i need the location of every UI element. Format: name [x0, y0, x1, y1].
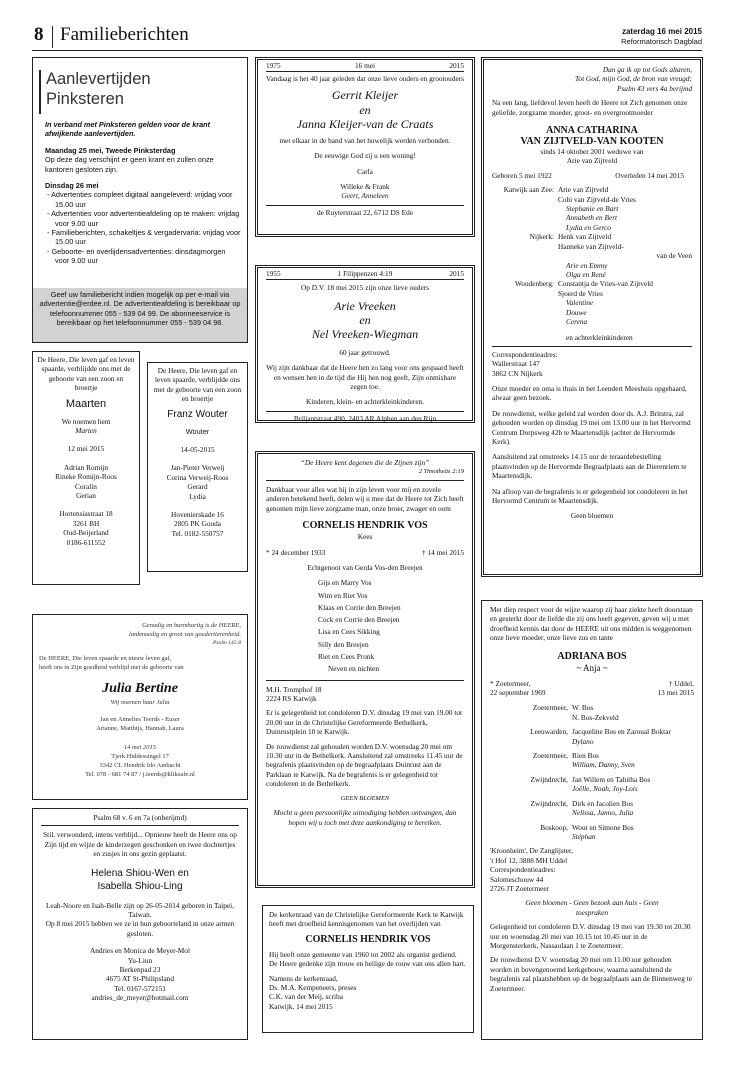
header-date: zaterdag 16 mei 2015: [621, 27, 702, 36]
ad-shiou: Psalm 68 v. 6 en 7a (onberijmd) Stil, verwonderd, intens verblijd... Opnieuw heeft de Heere ons op Zijn tijd en wijze de kinderzegen geschonken en twee dochtertjes en zusjes in ons gezin geplaatst. Helena Shiou-Wen en Isabella Shiou-Ling Leah-Noore en Isah-Belle zijn op 26-05-2014 geboren in Taipei, Taiwan. Op 8 mei 2015 hebben we ze in hun geboorteland in onze armen gesloten. Andries en Monica de Meyer-Mol Yu-Liun Berkenpad 23 4675 AT St-Philipsland Tel. 0167-572151 andries_de_meyer@hotmail.com: [32, 808, 248, 1040]
page-header: [32, 22, 702, 51]
ad-anna-van-zijtveld: Dan ga ik op tot Gods altaren, Tot God, mijn God, de bron van vreugd; Psalm 43 vers 4a berijmd Na een lang, liefdevol leven heeft de Heere tot Zich genomen onze geliefde, zorgzame moeder, groot- en overgrootmoeder ANNA CATHARINA VAN ZIJTVELD-VAN KOOTEN sinds 14 oktober 2001 weduwe van Arie van Zijtveld Geboren 5 mei 1922 Overleden 14 mei 2015 Katwijk aan Zee: Arie van Zijtveld Cobi van Zijtveld-de Vries Stephanie en Bart Annabeth en Bert Lydia en Gerco Nijkerk: Henk van Zijtveld Hanneke van Zijtveld- van de Veen Arie en Emmy Olga en René Woudenberg: Constantja de Vries-van Zijtveld Sjoerd de Vries Valentine Douwe Cerena en achterkleinkinderen Correspondentieadres: Wallerstraat 147 3862 CN Nijkerk Onze moeder en oma is thuis in het Leendert Meeshuis opgebaard, alwaar geen bezoek. De rouwdienst, welke geleid zal worden door ds. A.J. Britstra, zal gehouden worden op dinsdag 19 mei om 13.00 uur in het Hervormd Centrum Dorpsweg 42b te Maartensdijk (achter de Hervormde Kerk). Aansluitend zal omstreeks 14.15 uur de teraardebestelling plaatsvinden op de Hervormde Begraafplaats aan de Dierenriem te Maartensdijk. Na afloop van de begrafenis is er gelegenheid tot condoleren in het Hervormd Centrum te Maartensdijk. Geen bloemen: [481, 57, 703, 577]
header-paper: Reformatorisch Dagblad: [621, 37, 702, 46]
notice-title: Aanlevertijden Pinksteren: [46, 70, 151, 108]
ad-adriana-bos: Met diep respect voor de wijze waarop zij haar ziekte heeft doorstaan en gesterkt door de liefde die zij ons heeft gegeven, geven wij u met droefheid kennis dat door de HEERE uit ons midden is weggenomen onze lieve moeder, onze lieve zus en tante ADRIANA BOS ~ Anja ~ * Zoetermeer, 22 september 1969 † Uddel, 13 mei 2015 Zoetermeer, W. Bos N. Bos-Zekveld Leeuwarden, Jacqueline Bos en Zaroual Boktar Dylano Zoetermeer, Rien Bos William, Danny, Sven Zwijndrecht, Jan Willem en Tabitha Bos Joëlle, Noah, Joy-Lois Zwijndrecht, Dirk en Jacolien Bos Nelissa, Janno, Julia Boskoop, Wout en Simone Bos Stéphan 'Kroonheim', De Zanglijster, 't Hof 12, 3888 MH Uddel Correspondentieadres: Salomeschouw 44 2726 JT Zoetermeer Geen bloemen - Geen bezoek aan huis - Geen toespraken Gelegenheid tot condoleren D.V. dinsdag 19 mei van 19.30 tot 20.30 uur en woensdag 20 mei van 10.15 tot 10.45 uur in de Morgensterkerk, Nassaulaan 1 te Zoetermeer. De rouwdienst D.V. woensdag 20 mei om 11.00 uur gehouden worden in bovengenoemd kerkgebouw, waarna aansluitend de begrafenis zal plaatshebben op de begraafplaats aan de Binnenweg te Zoetermeer.: [481, 600, 703, 1040]
ad-kerkenraad: De kerkenraad van de Christelijke Gereformeerde Kerk te Katwijk heeft met droefheid kennisgenomen van het overlijden van CORNELIS HENDRIK VOS Hij heeft onze gemeente van 1960 tot 2002 als organist gediend. De Heere gedenke zijn trouw en heilige de rouw van ons allen hart. Namens de kerkenraad, Ds. M.A. Kempeneers, preses C.K. van der Meij, scriba Katwijk, 14 mei 2015: [262, 905, 474, 1033]
notice-footer: Geef uw familiebericht indien mogelijk op per e-mail via advertentie@erdee.nl. De advertentieafdeling is bereikbaar op telefoonnummer 055 - 539 04 99. De abonneeservice is bereikbaar op het telefoonnummer 055 - 539 04 98.: [33, 288, 247, 342]
ad-vos: “De Heere kent degenen die de Zijnen zijn” 2 Timotheüs 2:19 Dankbaar voor alles wat hij in zijn leven voor mij en zovele anderen betekend heeft, delen wij u mee dat de Heere tot Zich heeft genomen mijn lieve zorgzame man, onze broer, zwager en oom CORNELIS HENDRIK VOS Kees * 24 december 1933 † 14 mei 2015 Echtgenoot van Gerda Vos-den Breejen Gijs en Marry Vos Wim en Riet Vos Klaas en Corrie den Breejen Cock en Corrie den Breejen Lisa en Cees Sikking Silly den Breejen Riet en Cees Pronk Neven en nichten M.H. Tromphof 18 2224 RS Katwijk Er is gelegenheid tot condoleren D.V. dinsdag 19 mei van 19.00 tot 20.00 uur in de Christelijke Gereformeerde Bethelkerk, Duinrustplein 10 te Katwijk. De rouwdienst zal gehouden worden D.V. woensdag 20 mei om 10.30 uur in de Bethelkerk. Aansluitend zal omstreeks 11.45 uur de begrafenis plaatsvinden op de begraafplaats Duinrust aan de Parklaan te Katwijk. Na de begrafenis is er gelegenheid tot condoleren in de Bethelkerk. GEEN BLOEMEN Mocht u geen persoonlijke uitnodiging hebben ontvangen, dan hopen wij u toch met deze aankondiging te bereiken.: [255, 451, 475, 888]
ad-franz-wouter: De Heere, Die leven gaf en leven spaarde, verblijdde ons met de geboorte van een zoon en broertje Franz Wouter Wouter 14-05-2015 Jan-Pieter Verweij Corina Verweij-Roos Gerard Lydia Hovenierskade 16 2805 PK Gouda Tel. 0182-550757: [147, 362, 248, 572]
ad-kleijer: 1975 16 mei 2015 Vandaag is het 40 jaar geleden dat onze lieve ouders en grootouders Gerrit Kleijer en Janna Kleijer-van de Craats met elkaar in de band van het huwelijk werden verbonden. De eeuwige God zij u een woning! Carla Willeke & Frank Geert, Anneleen de Ruyterstraat 22, 6712 DS Ede: [255, 57, 475, 237]
notice-aanlevertijden: Aanlevertijden Pinksteren In verband met Pinksteren gelden voor de krant afwijkende aanlevertijden. Maandag 25 mei, Tweede Pinksterdag Op deze dag verschijnt er geen krant en zullen onze kantoren gesloten zijn. Dinsdag 26 mei - Advertenties compleet digitaal aangeleverd: vrijdag voor 15.00 uur - Advertenties voor advertentieafdeling op te maken: vrijdag voor 9.00 uur - Familieberichten, schakeltjes & vergadervaria: vrijdag voor 15.00 uur - Geboorte- en overlijdensadvertenties: dinsdagmorgen voor 9.00 uur Geef uw familiebericht indien mogelijk op per e-mail via advertentie@erdee.nl. De advertentieafdeling is bereikbaar op telefoonnummer 055 - 539 04 99. De abonneeservice is bereikbaar op het telefoonnummer 055 - 539 04 98.: [32, 57, 248, 343]
ad-vreeken: 1955 1 Filippenzen 4:19 2015 Op D.V. 18 mei 2015 zijn onze lieve ouders Arie Vreeken en Nel Vreeken-Wiegman 60 jaar getrouwd. Wij zijn dankbaar dat de Heere hen zo lang voor ons gespaard heeft en wensen hen in de tijd die Hij hen nog geeft, Zijn onmisbare zegen toe. Kinderen, klein- en achterkleinkinderen. Briljantstraat 490, 2403 AR Alphen aan den Rijn: [255, 265, 475, 423]
ad-maarten: De Heere, Die leven gaf en leven spaarde, verblijdde ons met de geboorte van een zoon en broertje Maarten We noemen hem Marten 12 mei 2015 Adrian Romijn Rineke Romijn-Roos Coralin Gerian Hortensiastraat 18 3261 BH Oud-Beijerland 0186-611552: [32, 351, 140, 585]
divider: [52, 26, 53, 48]
ad-julia-bertine: Genadig en barmhartig is de HEERE, lankmoedig en groot van goedertierenheid. Psalm 145:8 De HEERE, Die leven spaarde en nieuw leven gaf, heeft ons in Zijn goedheid verblijd met de geboorte van Julia Bertine Wij noemen haar Julia Jan en Annelies Teerds - Euser Arianne, Matthijs, Hannah, Laura 14 mei 2015 Tjerk Hiddessingel 17 3342 CL Hendrik Ido Ambacht Tel. 078 - 681 74 87 / j.teerds@kliksafe.nl: [32, 614, 248, 800]
section-title: Familieberichten: [60, 24, 189, 45]
page-number: 8: [34, 24, 44, 45]
